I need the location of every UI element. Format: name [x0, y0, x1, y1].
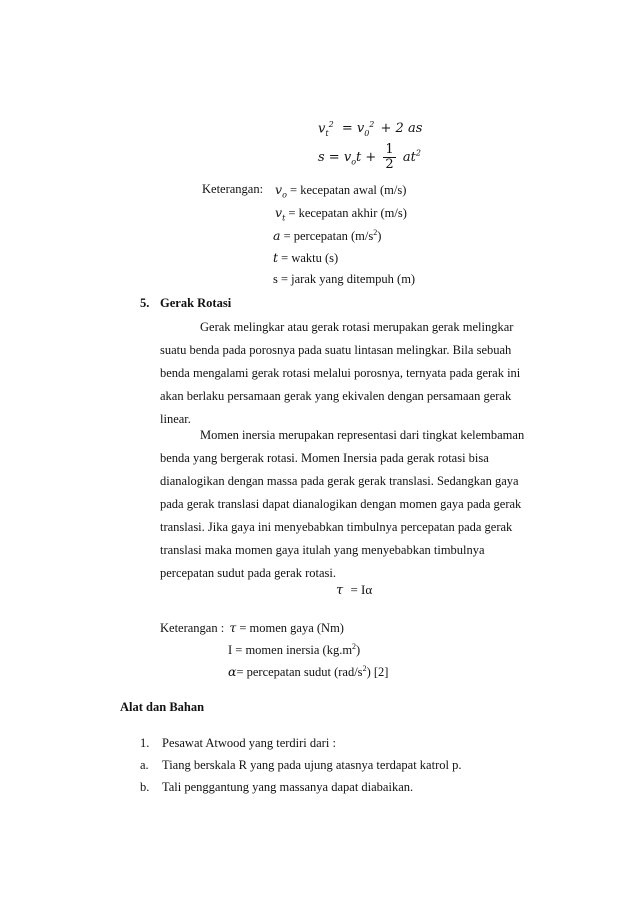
paragraph-line: Gerak melingkar atau gerak rotasi merupakan gerak melingkar — [200, 320, 514, 334]
paragraph-momen-inersia — [160, 424, 540, 585]
paragraph-line: benda mengalami gerak rotasi melalui porosnya, ternyata pada gerak ini — [160, 366, 521, 380]
paragraph-line: pada gerak translasi dapat dianalogikan dengan momen gaya pada gerak — [160, 497, 522, 511]
paragraph-line: Momen inersia merupakan representasi dari tingkat kelembaman — [200, 428, 525, 442]
equation-torque: τ = Iα — [336, 582, 373, 598]
paragraph-line: dianalogikan dengan massa pada gerak gerak translasi. Sedangkan gaya — [160, 474, 519, 488]
list-item: b. Tali penggantung yang massanya dapat diabaikan. — [140, 780, 414, 794]
list-item: a. Tiang berskala R yang pada ujung atasnya terdapat katrol p. — [140, 758, 462, 772]
legend-item-alpha: α= percepatan sudut $(rad/s^2)$ [2] — [228, 664, 389, 680]
paragraph-line: percepatan sudut pada gerak rotasi. — [160, 566, 336, 580]
paragraph-line: benda yang bergerak rotasi. Momen Inersia pada gerak rotasi bisa — [160, 451, 489, 465]
list-item: 1. Pesawat Atwood yang terdiri dari : — [140, 736, 336, 750]
equation-vt-squared: $v_t^2 = v_0^2 + 2$ as — [318, 120, 423, 138]
paragraph-gerak-rotasi — [160, 316, 540, 431]
keterangan-label: Keterangan: — [202, 182, 264, 196]
paragraph-line: akan berlaku persamaan gerak yang ekivalen dengan persamaan gerak — [160, 389, 512, 403]
legend-item-s: s = jarak yang ditempuh (m) — [273, 272, 416, 286]
equation-displacement: $s = v_ot$ + $\frac{1}{2}$ $at^2$ — [318, 142, 421, 172]
legend-item-vt: $v_t$ = kecepatan akhir (m/s) — [275, 205, 407, 223]
legend-item-t: t = waktu (s) — [273, 250, 339, 265]
section-title: Gerak Rotasi — [160, 296, 232, 310]
heading-alat-dan-bahan: Alat dan Bahan — [120, 700, 205, 714]
legend-item-v0: $v_o$ = kecepatan awal (m/s) — [275, 182, 407, 200]
fraction-one-half: $\frac{1}{2}$ — [385, 142, 394, 172]
section-number: 5. — [140, 296, 150, 310]
paragraph-line: linear. — [160, 412, 191, 426]
legend-item-a: a = percepatan $(m/s^2)$ — [273, 228, 382, 244]
keterangan2: Keterangan : τ = momen gaya (Nm) — [160, 620, 344, 635]
paragraph-line: translasi maka momen gaya itulah yang menyebabkan timbulnya — [160, 543, 485, 557]
legend-item-inertia: I = momen inersia $(kg.m^2)$ — [228, 642, 361, 658]
paragraph-line: translasi. Jika gaya ini menyebabkan timbulnya percepatan pada gerak — [160, 520, 513, 534]
paragraph-line: suatu benda pada porosnya pada suatu lintasan melingkar. Bila sebuah — [160, 343, 512, 357]
